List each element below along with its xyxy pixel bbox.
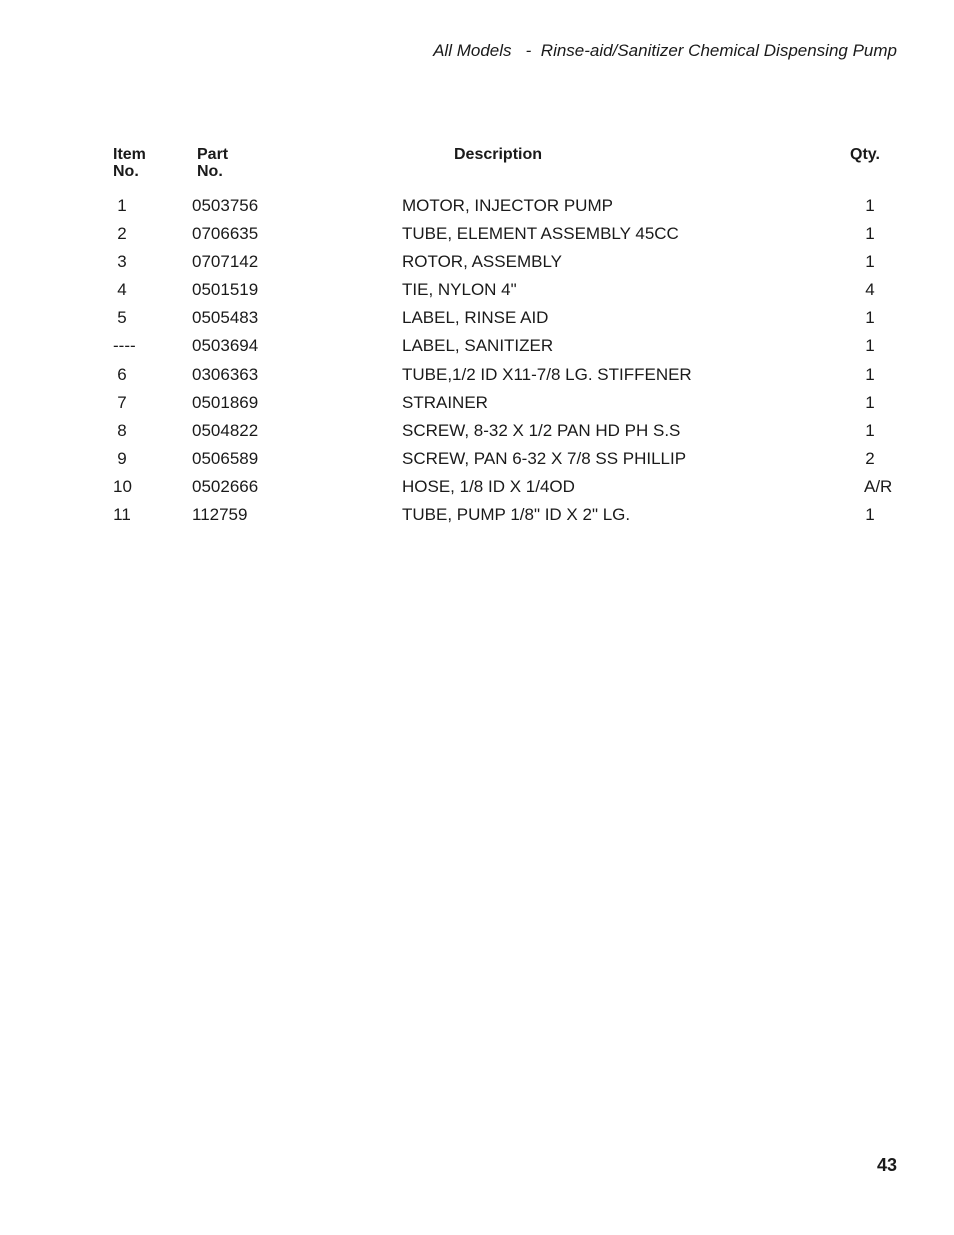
part-description: ROTOR, ASSEMBLY xyxy=(402,252,562,272)
table-row xyxy=(0,447,954,475)
part-number: 0501519 xyxy=(192,280,259,300)
part-description: TUBE,1/2 ID X11-7/8 LG. STIFFENER xyxy=(402,364,692,384)
table-row xyxy=(0,363,954,391)
part-description: TUBE, ELEMENT ASSEMBLY 45CC xyxy=(402,224,679,244)
parts-list xyxy=(0,194,954,531)
quantity: 1 xyxy=(865,392,875,412)
table-row xyxy=(0,503,954,531)
item-number: 1 xyxy=(117,196,127,215)
part-description: STRAINER xyxy=(402,392,488,412)
part-number: 0501869 xyxy=(192,392,259,412)
table-row xyxy=(0,475,954,503)
item-number: 9 xyxy=(117,448,127,468)
part-number: 0505483 xyxy=(192,308,259,328)
part-number: 0503694 xyxy=(192,336,259,356)
part-description: TIE, NYLON 4" xyxy=(402,280,517,300)
column-header-part-no: Part No. xyxy=(197,146,229,180)
quantity: 1 xyxy=(865,196,875,215)
quantity: 1 xyxy=(865,364,875,384)
table-row xyxy=(0,250,954,278)
quantity: A/R xyxy=(864,476,893,496)
table-row xyxy=(0,306,954,334)
item-number: 4 xyxy=(117,280,127,300)
item-number: 10 xyxy=(113,476,132,496)
quantity: 1 xyxy=(865,308,875,328)
table-row xyxy=(0,194,954,222)
table-row xyxy=(0,278,954,306)
part-description: SCREW, PAN 6-32 X 7/8 SS PHILLIP xyxy=(402,448,687,468)
part-description: LABEL, SANITIZER xyxy=(402,336,554,356)
item-number: 5 xyxy=(117,308,127,328)
quantity: 1 xyxy=(865,252,875,272)
table-row xyxy=(0,334,954,362)
quantity: 1 xyxy=(865,224,875,244)
quantity: 1 xyxy=(865,505,875,525)
item-number: 11 xyxy=(113,505,131,525)
quantity: 2 xyxy=(865,448,875,468)
part-number: 0506589 xyxy=(192,448,259,468)
part-description: LABEL, RINSE AID xyxy=(402,308,549,328)
part-description: SCREW, 8-32 X 1/2 PAN HD PH S.S xyxy=(402,420,681,440)
table-row xyxy=(0,222,954,250)
part-number: 0504822 xyxy=(192,420,259,440)
part-number: 0706635 xyxy=(192,224,259,244)
item-number: 6 xyxy=(117,364,127,384)
page-header: All Models - Rinse-aid/Sanitizer Chemical Dispensing Pump xyxy=(433,41,897,60)
part-number: 0306363 xyxy=(192,364,259,384)
part-number: 0503756 xyxy=(192,196,259,215)
column-header-description: Description xyxy=(454,146,543,163)
part-description: TUBE, PUMP 1/8" ID X 2" LG. xyxy=(402,505,631,525)
column-header-qty: Qty. xyxy=(850,146,880,163)
part-description: HOSE, 1/8 ID X 1/4OD xyxy=(402,476,575,496)
part-number: 0502666 xyxy=(192,476,259,496)
quantity: 4 xyxy=(865,280,875,300)
item-number: 8 xyxy=(117,420,127,440)
part-description: MOTOR, INJECTOR PUMP xyxy=(402,196,613,215)
part-number: 0707142 xyxy=(192,252,259,272)
quantity: 1 xyxy=(865,420,875,440)
quantity: 1 xyxy=(865,336,875,356)
item-number: 7 xyxy=(117,392,127,412)
page-number: 43 xyxy=(876,1155,897,1175)
item-number: 2 xyxy=(117,224,127,244)
item-number: ---- xyxy=(113,336,136,356)
table-row xyxy=(0,391,954,419)
column-header-item-no: Item No. xyxy=(113,146,146,180)
part-number: 112759 xyxy=(192,505,248,525)
table-row xyxy=(0,419,954,447)
item-number: 3 xyxy=(117,252,127,272)
